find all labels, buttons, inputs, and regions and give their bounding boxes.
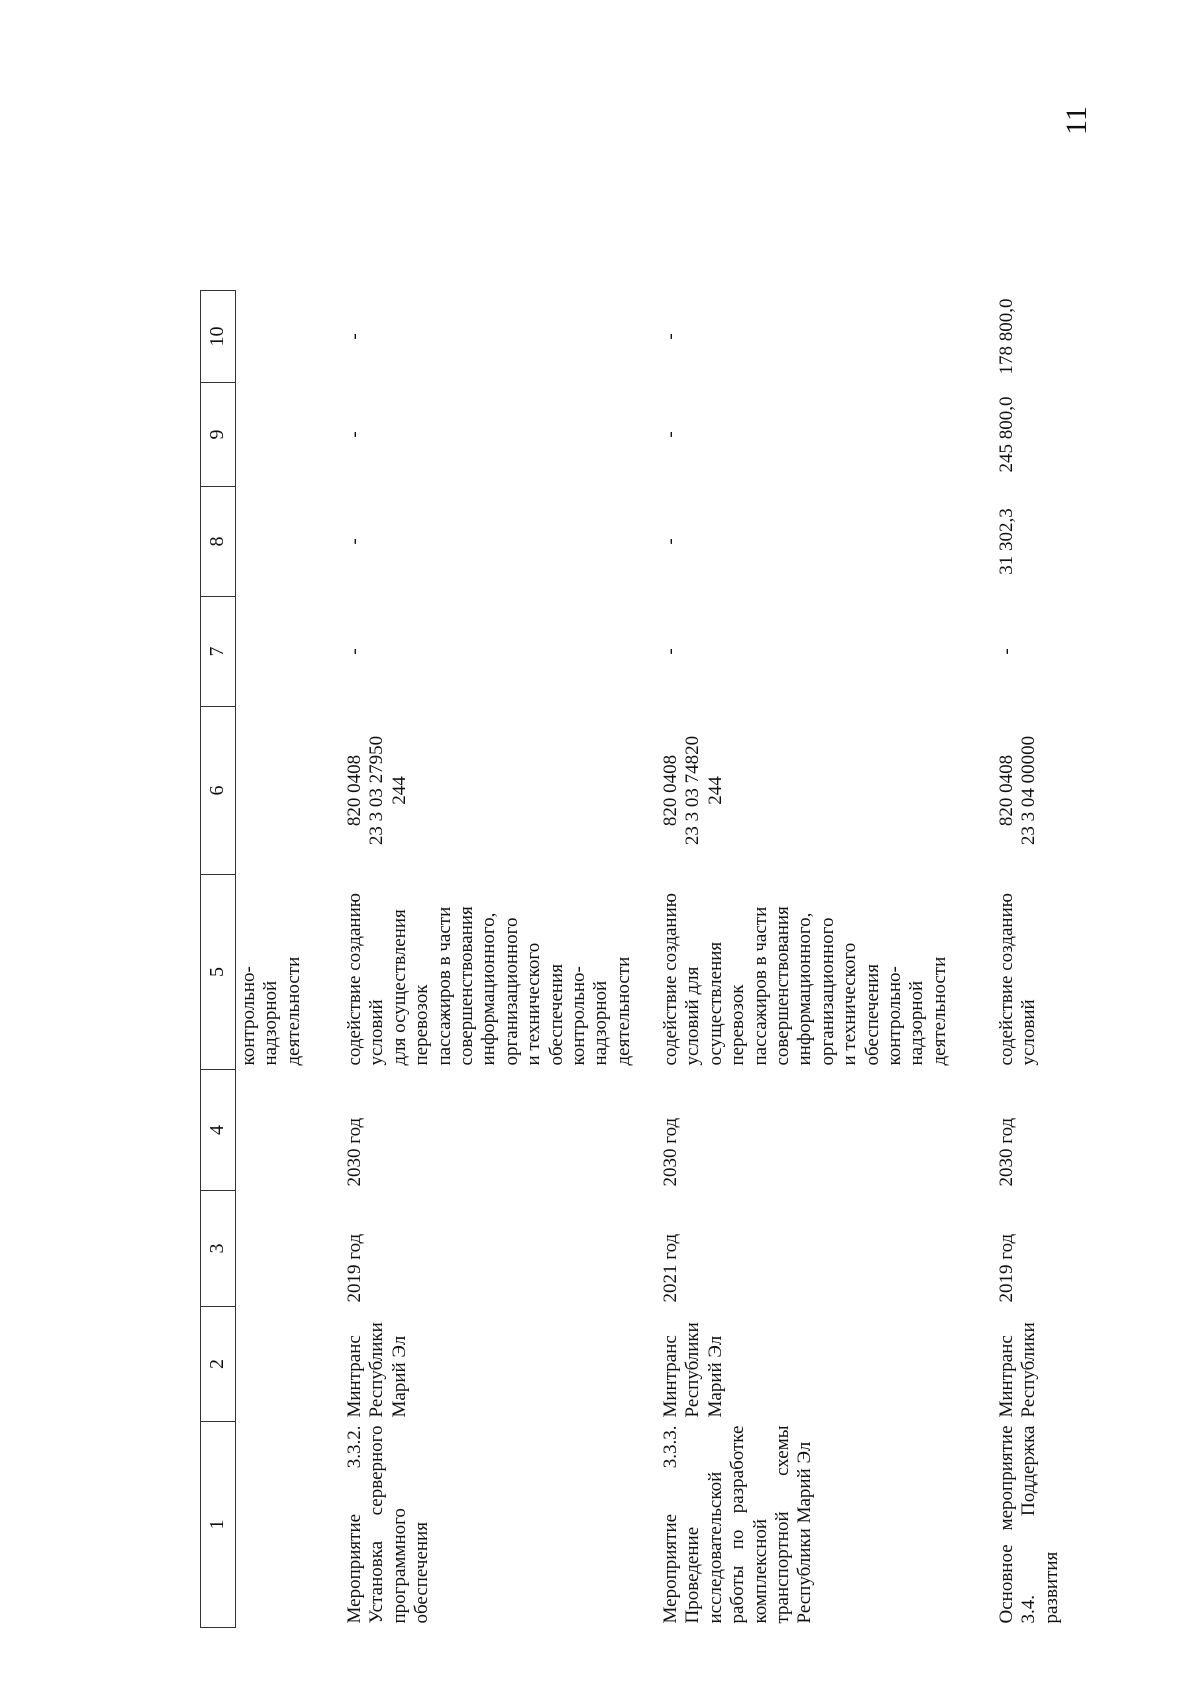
table-header-row: [201, 291, 236, 1628]
measure-name-cell: Основное мероприятие 3.4. Поддержка развития: [996, 1425, 1062, 1624]
value-cell: -: [660, 333, 681, 340]
budget-code-cell: [644, 707, 970, 875]
program-measures-table: [200, 290, 1116, 1628]
expected-result-cell: [332, 875, 644, 1070]
value-cell: 178 800,0: [996, 298, 1017, 375]
page-number: 11: [1060, 106, 1093, 135]
end-year-cell: 2030 год: [996, 1117, 1017, 1187]
text-line: деятельности: [282, 956, 304, 1066]
text-line: 23 3 04 00000: [1018, 735, 1040, 846]
text-line: содействие созданию: [344, 893, 365, 1066]
value-cell: -: [344, 538, 365, 545]
start-year-cell: 2019 год: [996, 1233, 1017, 1303]
value-cell: [236, 487, 333, 597]
text-line: перевозок: [411, 984, 433, 1066]
start-year-cell: 2019 год: [344, 1233, 365, 1303]
value-cell: 245 800,0: [996, 396, 1017, 473]
header-cell: 1: [201, 1422, 236, 1628]
expected-result-cell: [644, 875, 970, 1070]
text-line: надзорной: [906, 980, 928, 1066]
text-line: для осуществления: [388, 909, 410, 1066]
executor-cell: Минтранс Республики Марий Эл: [344, 1322, 410, 1418]
text-line: 820 0408: [660, 754, 681, 827]
text-line: обеспечения: [545, 964, 567, 1066]
budget-code-cell: [332, 707, 644, 875]
value-cell: -: [344, 431, 365, 438]
end-year-cell: 2030 год: [344, 1117, 365, 1187]
text-line: условий для: [682, 966, 704, 1066]
text-line: организационного: [500, 917, 522, 1066]
text-line: 820 0408: [996, 754, 1017, 827]
text-line: 244: [704, 776, 726, 805]
text-line: пассажиров в части: [749, 906, 771, 1066]
value-cell: -: [660, 431, 681, 438]
text-line: надзорной: [260, 980, 282, 1066]
value-cell: [236, 383, 333, 487]
header-cell: 8: [201, 487, 236, 597]
text-line: осуществления: [704, 941, 726, 1066]
end-year-cell: [236, 1070, 333, 1191]
value-cell: -: [344, 648, 365, 655]
text-line: пассажиров в части: [433, 906, 455, 1066]
executor-cell: Минтранс Республики: [996, 1322, 1040, 1418]
text-line: совершенствования: [456, 906, 478, 1066]
text-line: и технического: [839, 942, 861, 1066]
text-line: обеспечения: [861, 964, 883, 1066]
table-row: [970, 291, 1116, 1628]
measure-name-cell: [236, 1422, 333, 1628]
text-line: информационного,: [478, 912, 500, 1066]
text-line: условий: [1018, 999, 1040, 1066]
table-row: [236, 291, 333, 1628]
header-cell: 10: [201, 291, 236, 383]
header-cell: 5: [201, 875, 236, 1070]
text-line: 820 0408: [344, 754, 365, 827]
header-cell: 6: [201, 707, 236, 875]
text-line: условий: [366, 999, 388, 1066]
header-cell: 4: [201, 1070, 236, 1191]
measure-name-cell: Мероприятие 3.3.2. Установка серверного программного обеспечения: [344, 1425, 433, 1624]
value-cell: [236, 597, 333, 707]
budget-code-cell: [236, 707, 333, 875]
value-cell: [236, 291, 333, 383]
text-line: 244: [388, 776, 410, 805]
value-cell: 31 302,3: [996, 508, 1017, 575]
text-line: содействие созданию: [996, 893, 1017, 1066]
text-line: деятельности: [612, 956, 634, 1066]
text-line: контрольно-: [568, 966, 590, 1066]
text-line: и технического: [523, 942, 545, 1066]
text-line: совершенствования: [772, 906, 794, 1066]
measure-name-cell: Мероприятие 3.3.3. Проведение исследовательской работы по разработке комплексной транспортной схемы Республики Марий Эл: [660, 1425, 816, 1624]
value-cell: -: [660, 648, 681, 655]
table-row: [644, 291, 970, 1628]
value-cell: -: [660, 538, 681, 545]
header-cell: 7: [201, 597, 236, 707]
header-cell: 3: [201, 1191, 236, 1307]
expected-result-cell: [970, 875, 1116, 1070]
text-line: информационного,: [794, 912, 816, 1066]
value-cell: -: [996, 648, 1017, 655]
header-cell: 9: [201, 383, 236, 487]
text-line: контрольно-: [884, 966, 906, 1066]
text-line: 23 3 03 27950: [366, 735, 388, 846]
text-line: 23 3 03 74820: [682, 735, 704, 846]
end-year-cell: 2030 год: [660, 1117, 681, 1187]
expected-result-cell: [236, 875, 333, 1070]
text-line: организационного: [816, 917, 838, 1066]
header-cell: 2: [201, 1307, 236, 1422]
executor-cell: [236, 1307, 333, 1422]
start-year-cell: [236, 1191, 333, 1307]
text-line: контрольно-: [238, 966, 259, 1066]
text-line: содействие созданию: [660, 893, 681, 1066]
table-row: [332, 291, 644, 1628]
start-year-cell: 2021 год: [660, 1233, 681, 1303]
value-cell: -: [344, 333, 365, 340]
budget-code-cell: [970, 707, 1116, 875]
executor-cell: Минтранс Республики Марий Эл: [660, 1322, 726, 1418]
text-line: деятельности: [928, 956, 950, 1066]
text-line: перевозок: [727, 984, 749, 1066]
text-line: надзорной: [590, 980, 612, 1066]
